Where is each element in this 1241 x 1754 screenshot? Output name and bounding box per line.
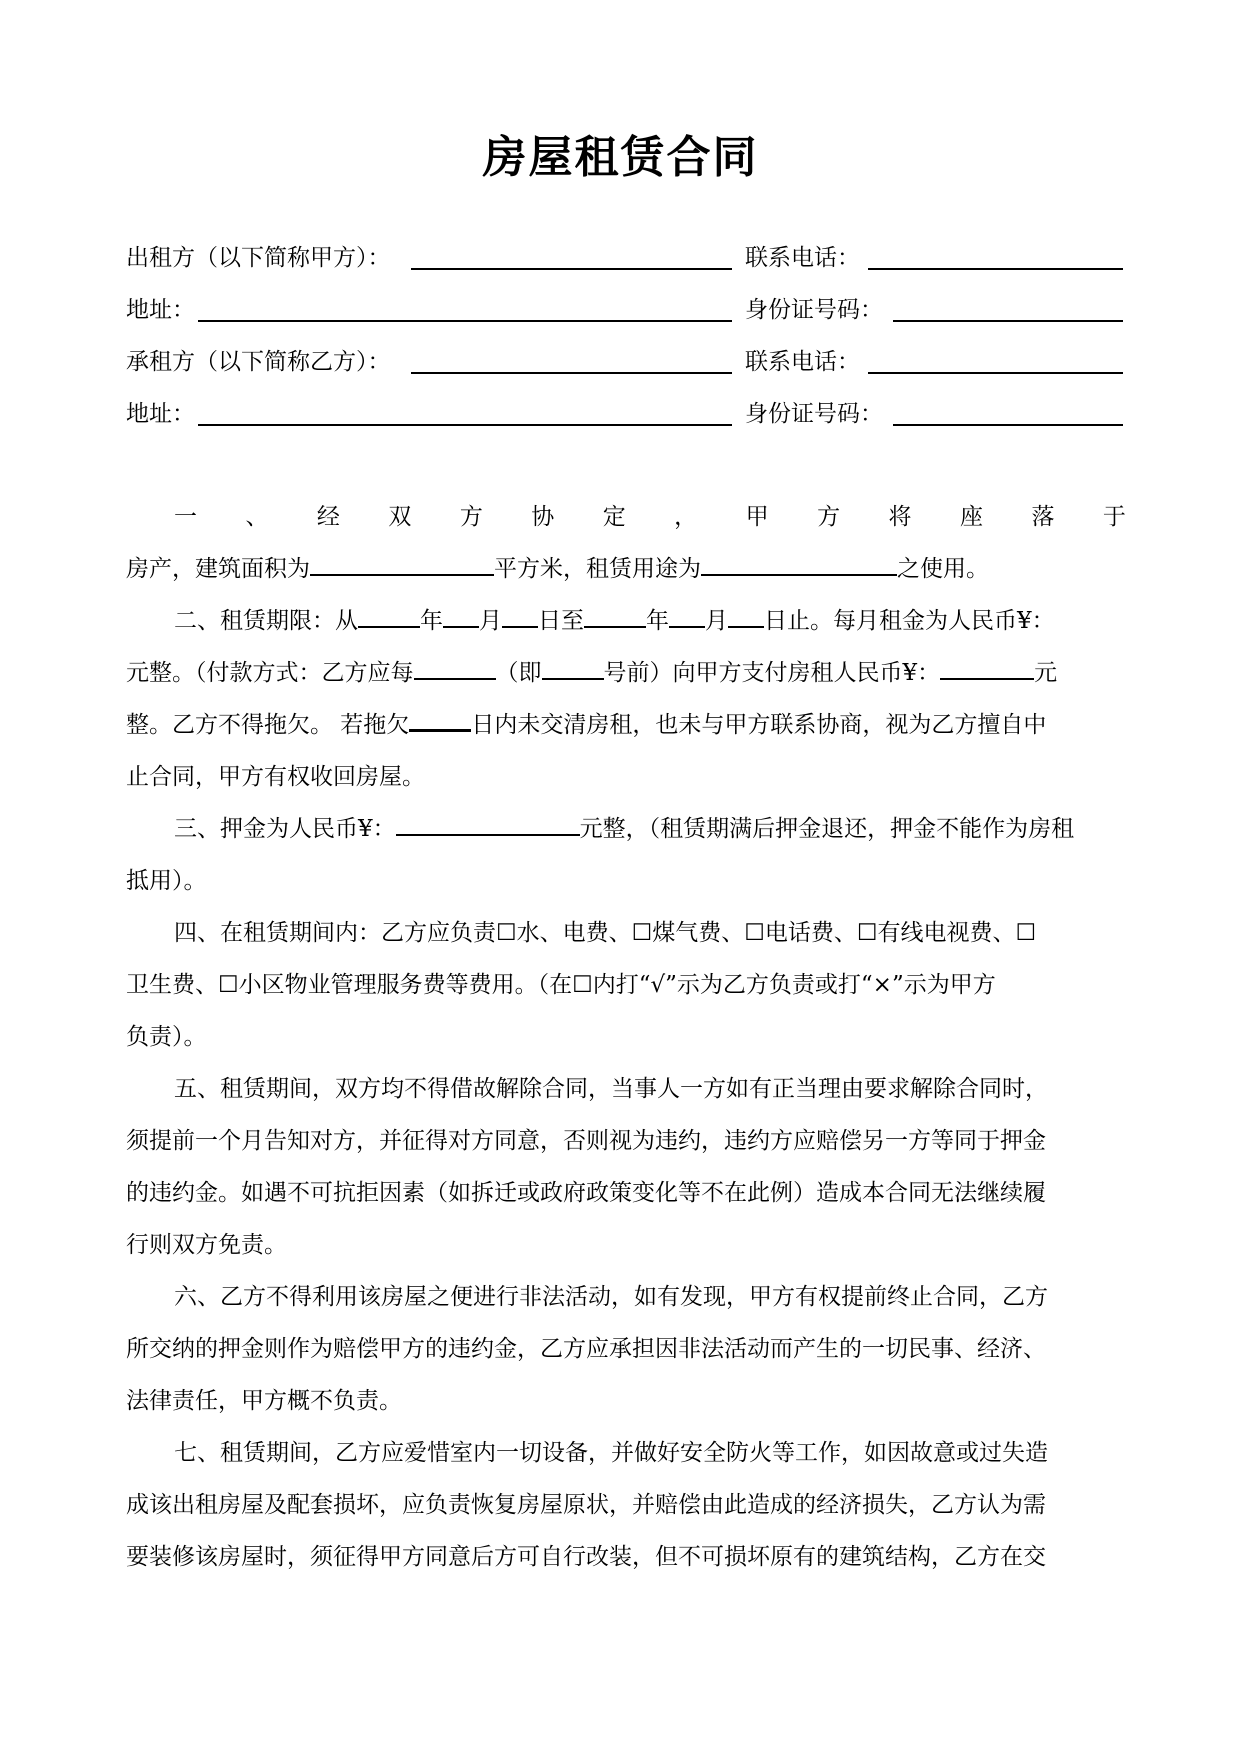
clause-1-text: 平方米，租赁用途为 — [494, 556, 701, 582]
lessee-phone-field — [745, 347, 860, 377]
clause-4-line-1: 四、在租赁期间内：乙方应负责☐水、电费、☐煤气费、☐电话费、☐有线电视费、☐ — [174, 920, 1037, 946]
overdue-days-blank — [409, 705, 471, 732]
clause-6-line-1: 六、乙方不得利用该房屋之便进行非法活动，如有发现，甲方有权提前终止合同，乙方 — [174, 1284, 1048, 1310]
clause-1-char: 落 — [1031, 504, 1055, 530]
clause-1-char: 方 — [817, 504, 841, 530]
end-month-blank — [669, 602, 705, 628]
clause-7-line-2: 成该出租房屋及配套损坏，应负责恢复房屋原状，并赔偿由此造成的经济损失，乙方认为需 — [126, 1492, 1046, 1518]
lessor-id-field — [745, 295, 883, 325]
clause-2-line-2 — [126, 647, 1126, 699]
clause-2-text: 日至 — [538, 608, 584, 634]
clause-1-char: 甲 — [745, 504, 769, 530]
clause-3-text: 抵用）。 — [126, 868, 207, 894]
clause-1-char: 双 — [388, 504, 412, 530]
clause-1-char: 于 — [1102, 504, 1126, 530]
lessee-id-label: 身份证号码： — [745, 401, 883, 427]
clause-1-char: 经 — [316, 504, 340, 530]
clause-4-line-2: 卫生费、☐小区物业管理服务费等费用。（在☐内打“√”示为乙方负责或打“×”示为甲方 — [126, 972, 996, 998]
rent-amount-blank — [940, 654, 1034, 680]
lessee-id-field — [745, 399, 883, 429]
clause-2-text: 日内未交清房租，也未与甲方联系协商，视为乙方擅自中 — [471, 712, 1047, 738]
contract-body — [126, 491, 1126, 1583]
deposit-amount-blank — [396, 810, 580, 836]
clause-6-line-3: 法律责任，甲方概不负责。 — [126, 1388, 402, 1414]
clause-2-text: （即 — [495, 660, 542, 686]
area-blank — [310, 550, 494, 576]
clause-2-text: 月 — [705, 608, 728, 634]
clause-1-text: 房产，建筑面积为 — [126, 556, 310, 582]
clause-7-line-1: 七、租赁期间，乙方应爱惜室内一切设备，并做好安全防火等工作，如因故意或过失造 — [174, 1440, 1048, 1466]
clause-2-text: 号前）向甲方支付房租人民币¥： — [603, 660, 941, 686]
lessor-field — [126, 243, 391, 273]
lessee-label: 承租方（以下简称乙方）： — [126, 349, 391, 375]
clause-1-line-2 — [126, 543, 1126, 595]
clause-2-text: 元整。（付款方式：乙方应每 — [126, 660, 414, 686]
lessor-label: 出租方（以下简称甲方）： — [126, 245, 391, 271]
clause-3-text: 元整，（租赁期满后押金退还，押金不能作为房租 — [579, 816, 1075, 842]
lessor-phone-label: 联系电话： — [745, 245, 860, 271]
lessor-phone-field — [745, 243, 860, 273]
clause-1-char: ， — [674, 504, 698, 530]
lessor-address-label: 地址： — [126, 297, 195, 323]
clause-5-line-2: 须提前一个月告知对方，并征得对方同意，否则视为违约，违约方应赔偿另一方等同于押金 — [126, 1128, 1046, 1154]
clause-7-line-3: 要装修该房屋时，须征得甲方同意后方可自行改装，但不可损坏原有的建筑结构，乙方在交 — [126, 1544, 1046, 1570]
start-day-blank — [502, 602, 538, 628]
clause-3-line-1 — [126, 803, 1126, 855]
start-year-blank — [358, 602, 420, 628]
lessor-id-label: 身份证号码： — [745, 297, 883, 323]
payment-period-blank — [414, 654, 496, 680]
clause-5-line-4: 行则双方免责。 — [126, 1232, 287, 1258]
clause-2-text: 日止。每月租金为人民币¥： — [764, 608, 1055, 634]
clause-2-text: 二、租赁期限：从 — [174, 608, 358, 634]
clause-2-text: 月 — [479, 608, 502, 634]
clause-6-line-2: 所交纳的押金则作为赔偿甲方的违约金，乙方应承担因非法活动而产生的一切民事、经济、 — [126, 1336, 1046, 1362]
lessee-address-field — [126, 399, 195, 429]
clause-2-line-4 — [126, 751, 1126, 803]
end-day-blank — [728, 602, 764, 628]
clause-1-char: 将 — [888, 504, 912, 530]
clause-1-char: 座 — [959, 504, 983, 530]
lessee-field — [126, 347, 391, 377]
document-title: 房屋租赁合同 — [482, 132, 759, 183]
end-year-blank — [584, 602, 646, 628]
clause-5-line-3: 的违约金。如遇不可抗拒因素（如拆迁或政府政策变化等不在此例）造成本合同无法继续履 — [126, 1180, 1046, 1206]
clause-1-line-1 — [126, 491, 1126, 543]
clause-2-text: 年 — [420, 608, 443, 634]
clause-2-text: 止合同，甲方有权收回房屋。 — [126, 764, 425, 790]
clause-1-text: 之使用。 — [897, 556, 989, 582]
clause-1-char: 一 — [174, 504, 197, 530]
clause-2-line-3 — [126, 699, 1126, 751]
clause-1-char: 方 — [459, 504, 483, 530]
usage-blank — [701, 550, 897, 576]
clause-2-text: 年 — [646, 608, 669, 634]
start-month-blank — [443, 602, 479, 628]
clause-2-text: 整。乙方不得拖欠。 若拖欠 — [126, 712, 410, 738]
lessee-address-label: 地址： — [126, 401, 195, 427]
clause-4-line-3: 负责）。 — [126, 1024, 207, 1050]
clause-5-line-1: 五、租赁期间，双方均不得借故解除合同，当事人一方如有正当理由要求解除合同时， — [174, 1076, 1048, 1102]
payment-day-blank — [542, 654, 604, 680]
clause-1-char: 定 — [602, 504, 626, 530]
clause-1-char: 协 — [531, 504, 555, 530]
clause-3-line-2 — [126, 855, 1126, 907]
clause-2-line-1 — [126, 595, 1126, 647]
clause-2-text: 元 — [1034, 660, 1058, 686]
clause-1-char: 、 — [245, 504, 269, 530]
lessee-phone-label: 联系电话： — [745, 349, 860, 375]
lessor-address-field — [126, 295, 195, 325]
clause-3-text: 三、押金为人民币¥： — [174, 816, 396, 842]
